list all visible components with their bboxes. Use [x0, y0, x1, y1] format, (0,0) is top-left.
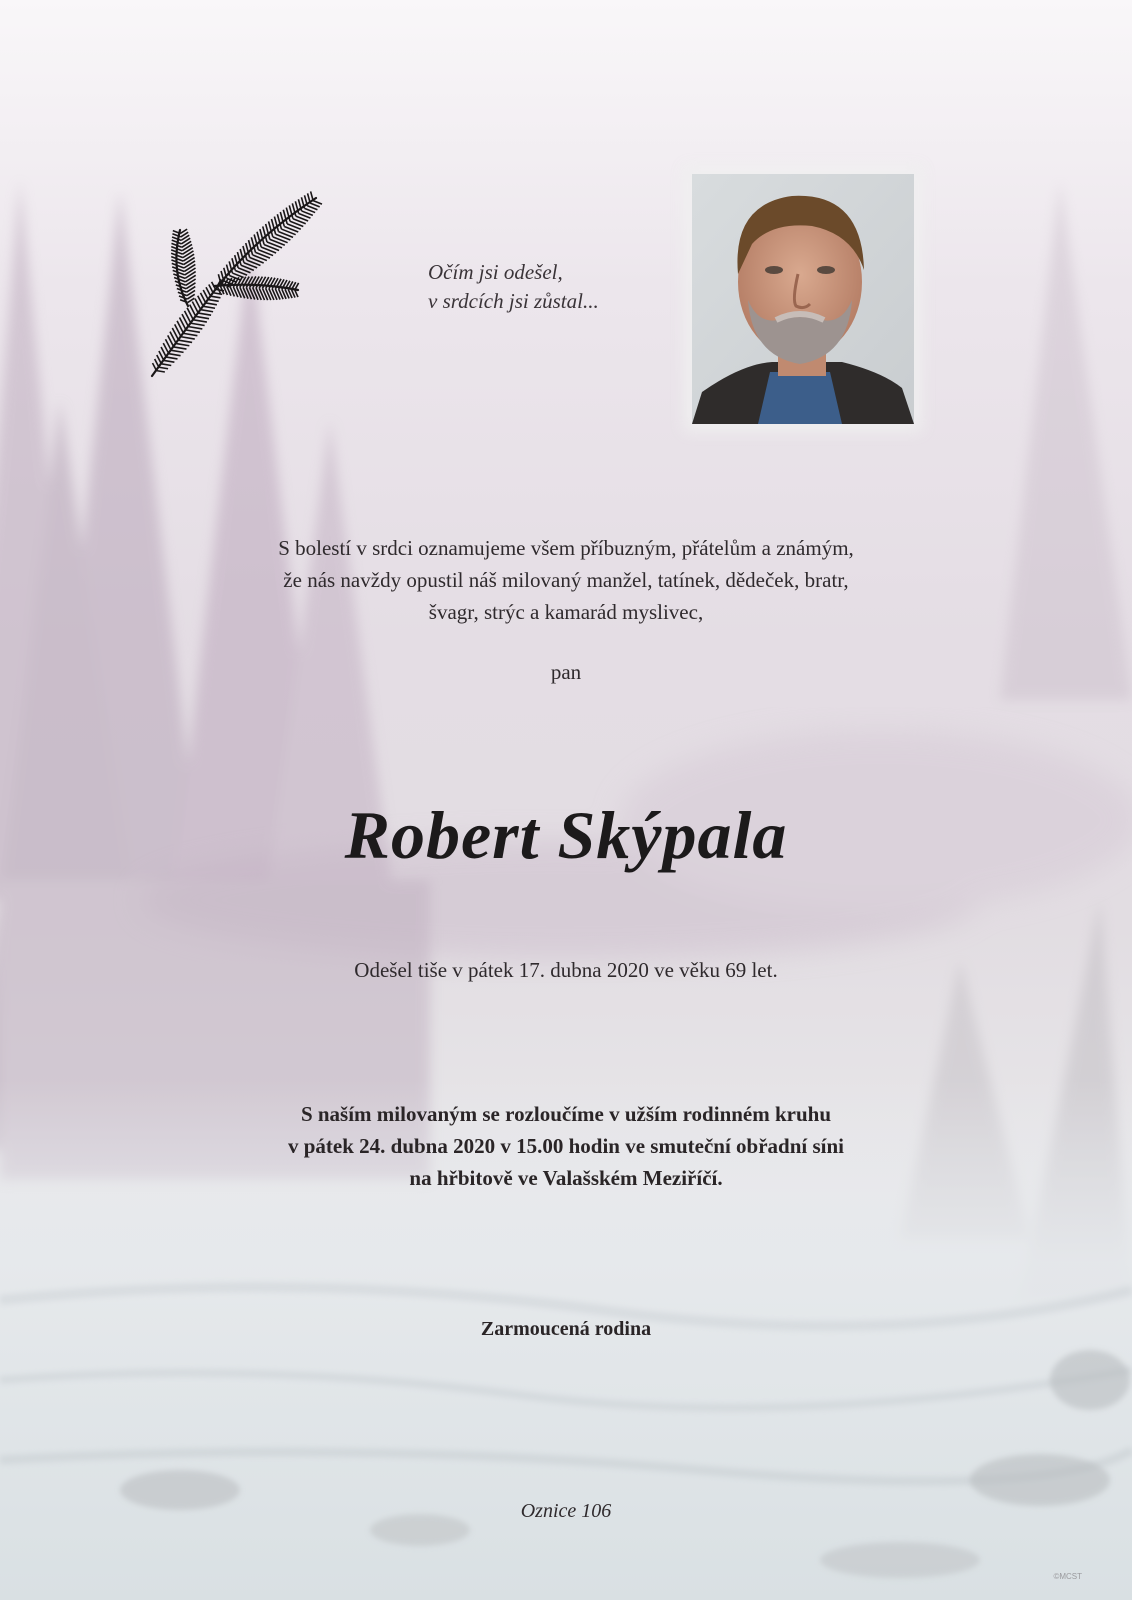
motto	[428, 258, 658, 316]
funeral-details	[0, 1098, 1132, 1194]
funeral-line-3: na hřbitově ve Valašském Meziříčí.	[409, 1166, 723, 1190]
portrait-photo	[692, 174, 914, 424]
funeral-line-2: v pátek 24. dubna 2020 v 15.00 hodin ve smuteční obřadní síni	[287, 1134, 845, 1158]
announcement-line-2: že nás navždy opustil náš milovaný manžel, tatínek, dědeček, bratr,	[283, 568, 849, 592]
fir-branch-icon	[148, 186, 330, 384]
copyright-mark: ©MCST	[1053, 1572, 1082, 1581]
honorific: pan	[550, 660, 582, 684]
deceased-name: Robert Skýpala	[344, 797, 788, 873]
death-notice: Odešel tiše v pátek 17. dubna 2020 ve věku 69 let.	[354, 958, 778, 982]
funeral-line-1: S naším milovaným se rozloučíme v užším rodinném kruhu	[300, 1102, 832, 1126]
announcement-line-1: S bolestí v srdci oznamujeme všem příbuzným, přátelům a známým,	[278, 536, 854, 560]
address: Oznice 106	[520, 1500, 612, 1522]
signature: Zarmoucená rodina	[480, 1318, 652, 1340]
motto-line-1: Očím jsi odešel,	[428, 260, 563, 284]
motto-line-2: v srdcích jsi zůstal...	[428, 289, 599, 313]
announcement-paragraph	[0, 532, 1132, 628]
announcement-line-3: švagr, strýc a kamarád myslivec,	[428, 600, 704, 624]
